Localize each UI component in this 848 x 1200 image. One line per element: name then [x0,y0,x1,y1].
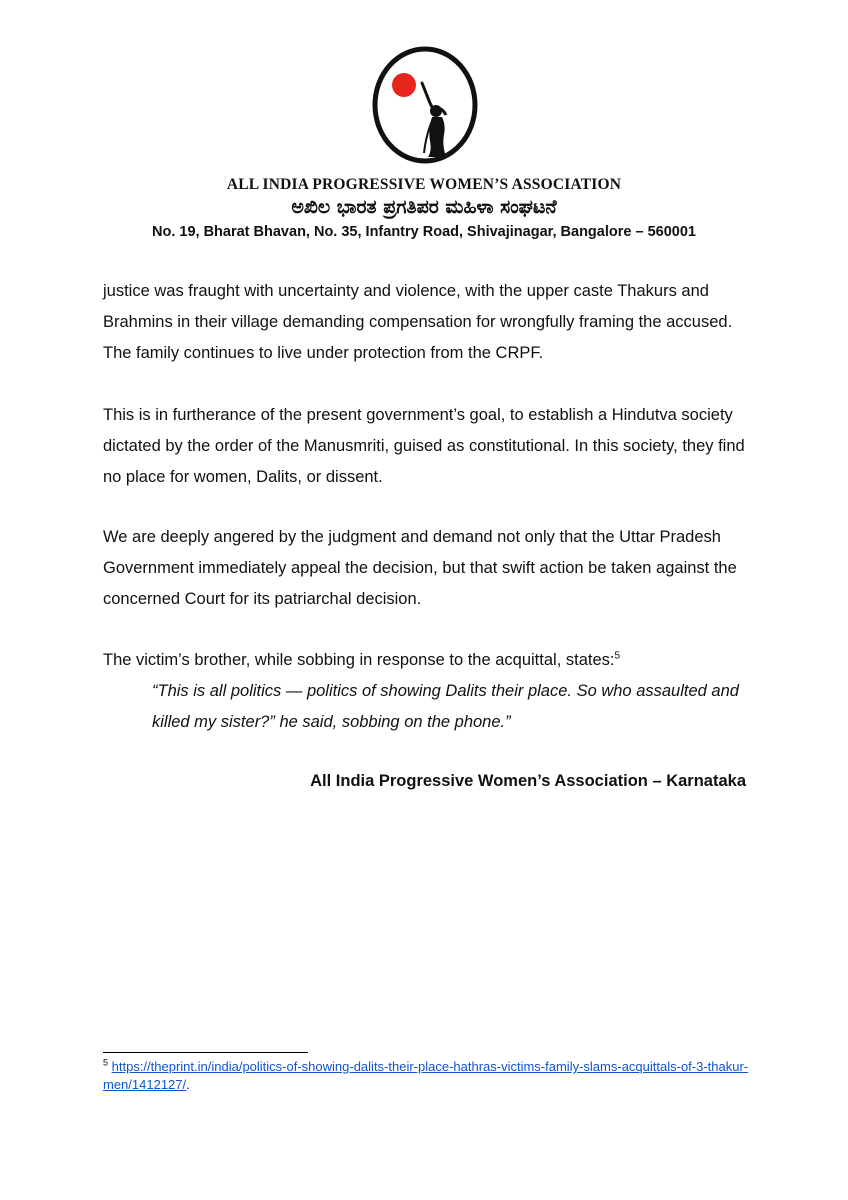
footnote-divider [103,1052,308,1053]
footnote-reference[interactable]: 5 [614,650,621,662]
footnote-link[interactable]: https://theprint.in/india/politics-of-showing-dalits-their-place-hathras-victims-family-slams-acquittals-of-3-thakur-men/1412127/ [103,1059,749,1092]
paragraph-1: justice was fraught with uncertainty and violence, with the upper caste Thakurs and Brahmins in their village demanding compensation for wrongfully framing the accused. The family continues to live under protection from the CRPF. [103,282,733,362]
organization-address: No. 19, Bharat Bhavan, No. 35, Infantry Road, Shivajinagar, Bangalore – 560001 [152,224,696,240]
red-sun-icon [392,73,416,97]
footnote [103,1058,753,1094]
paragraph-3: We are deeply angered by the judgment and demand not only that the Uttar Pradesh Government immediately appeal the decision, but that swift action be taken against the concerned Court for its patriarchal decision. [103,528,737,608]
organization-title-kannada: ಅಖಿಲ ಭಾರತ ಪ್ರಗತಿಪರ ಮಹಿಳಾ ಸಂಘಟನೆ [291,196,557,218]
aipwa-logo [370,45,480,165]
signature: All India Progressive Women’s Association – Karnataka [310,772,746,790]
logo-emblem-icon [370,45,480,165]
footnote-trailing: . [186,1077,190,1092]
paragraph-4 [103,645,753,676]
brother-quote: “This is all politics — politics of showing Dalits their place. So who assaulted and killed my sister?” he said, sobbing on the phone.” [152,682,739,731]
footnote-number: 5 [103,1057,109,1068]
paragraph-2: This is in furtherance of the present government’s goal, to establish a Hindutva society dictated by the order of the Manusmriti, guised as constitutional. In this society, they find no place for women, Dalits, or dissent. [103,406,745,486]
paragraph-4-text: The victim’s brother, while sobbing in response to the acquittal, states: [103,651,615,669]
organization-title: ALL INDIA PROGRESSIVE WOMEN’S ASSOCIATION [226,176,622,193]
